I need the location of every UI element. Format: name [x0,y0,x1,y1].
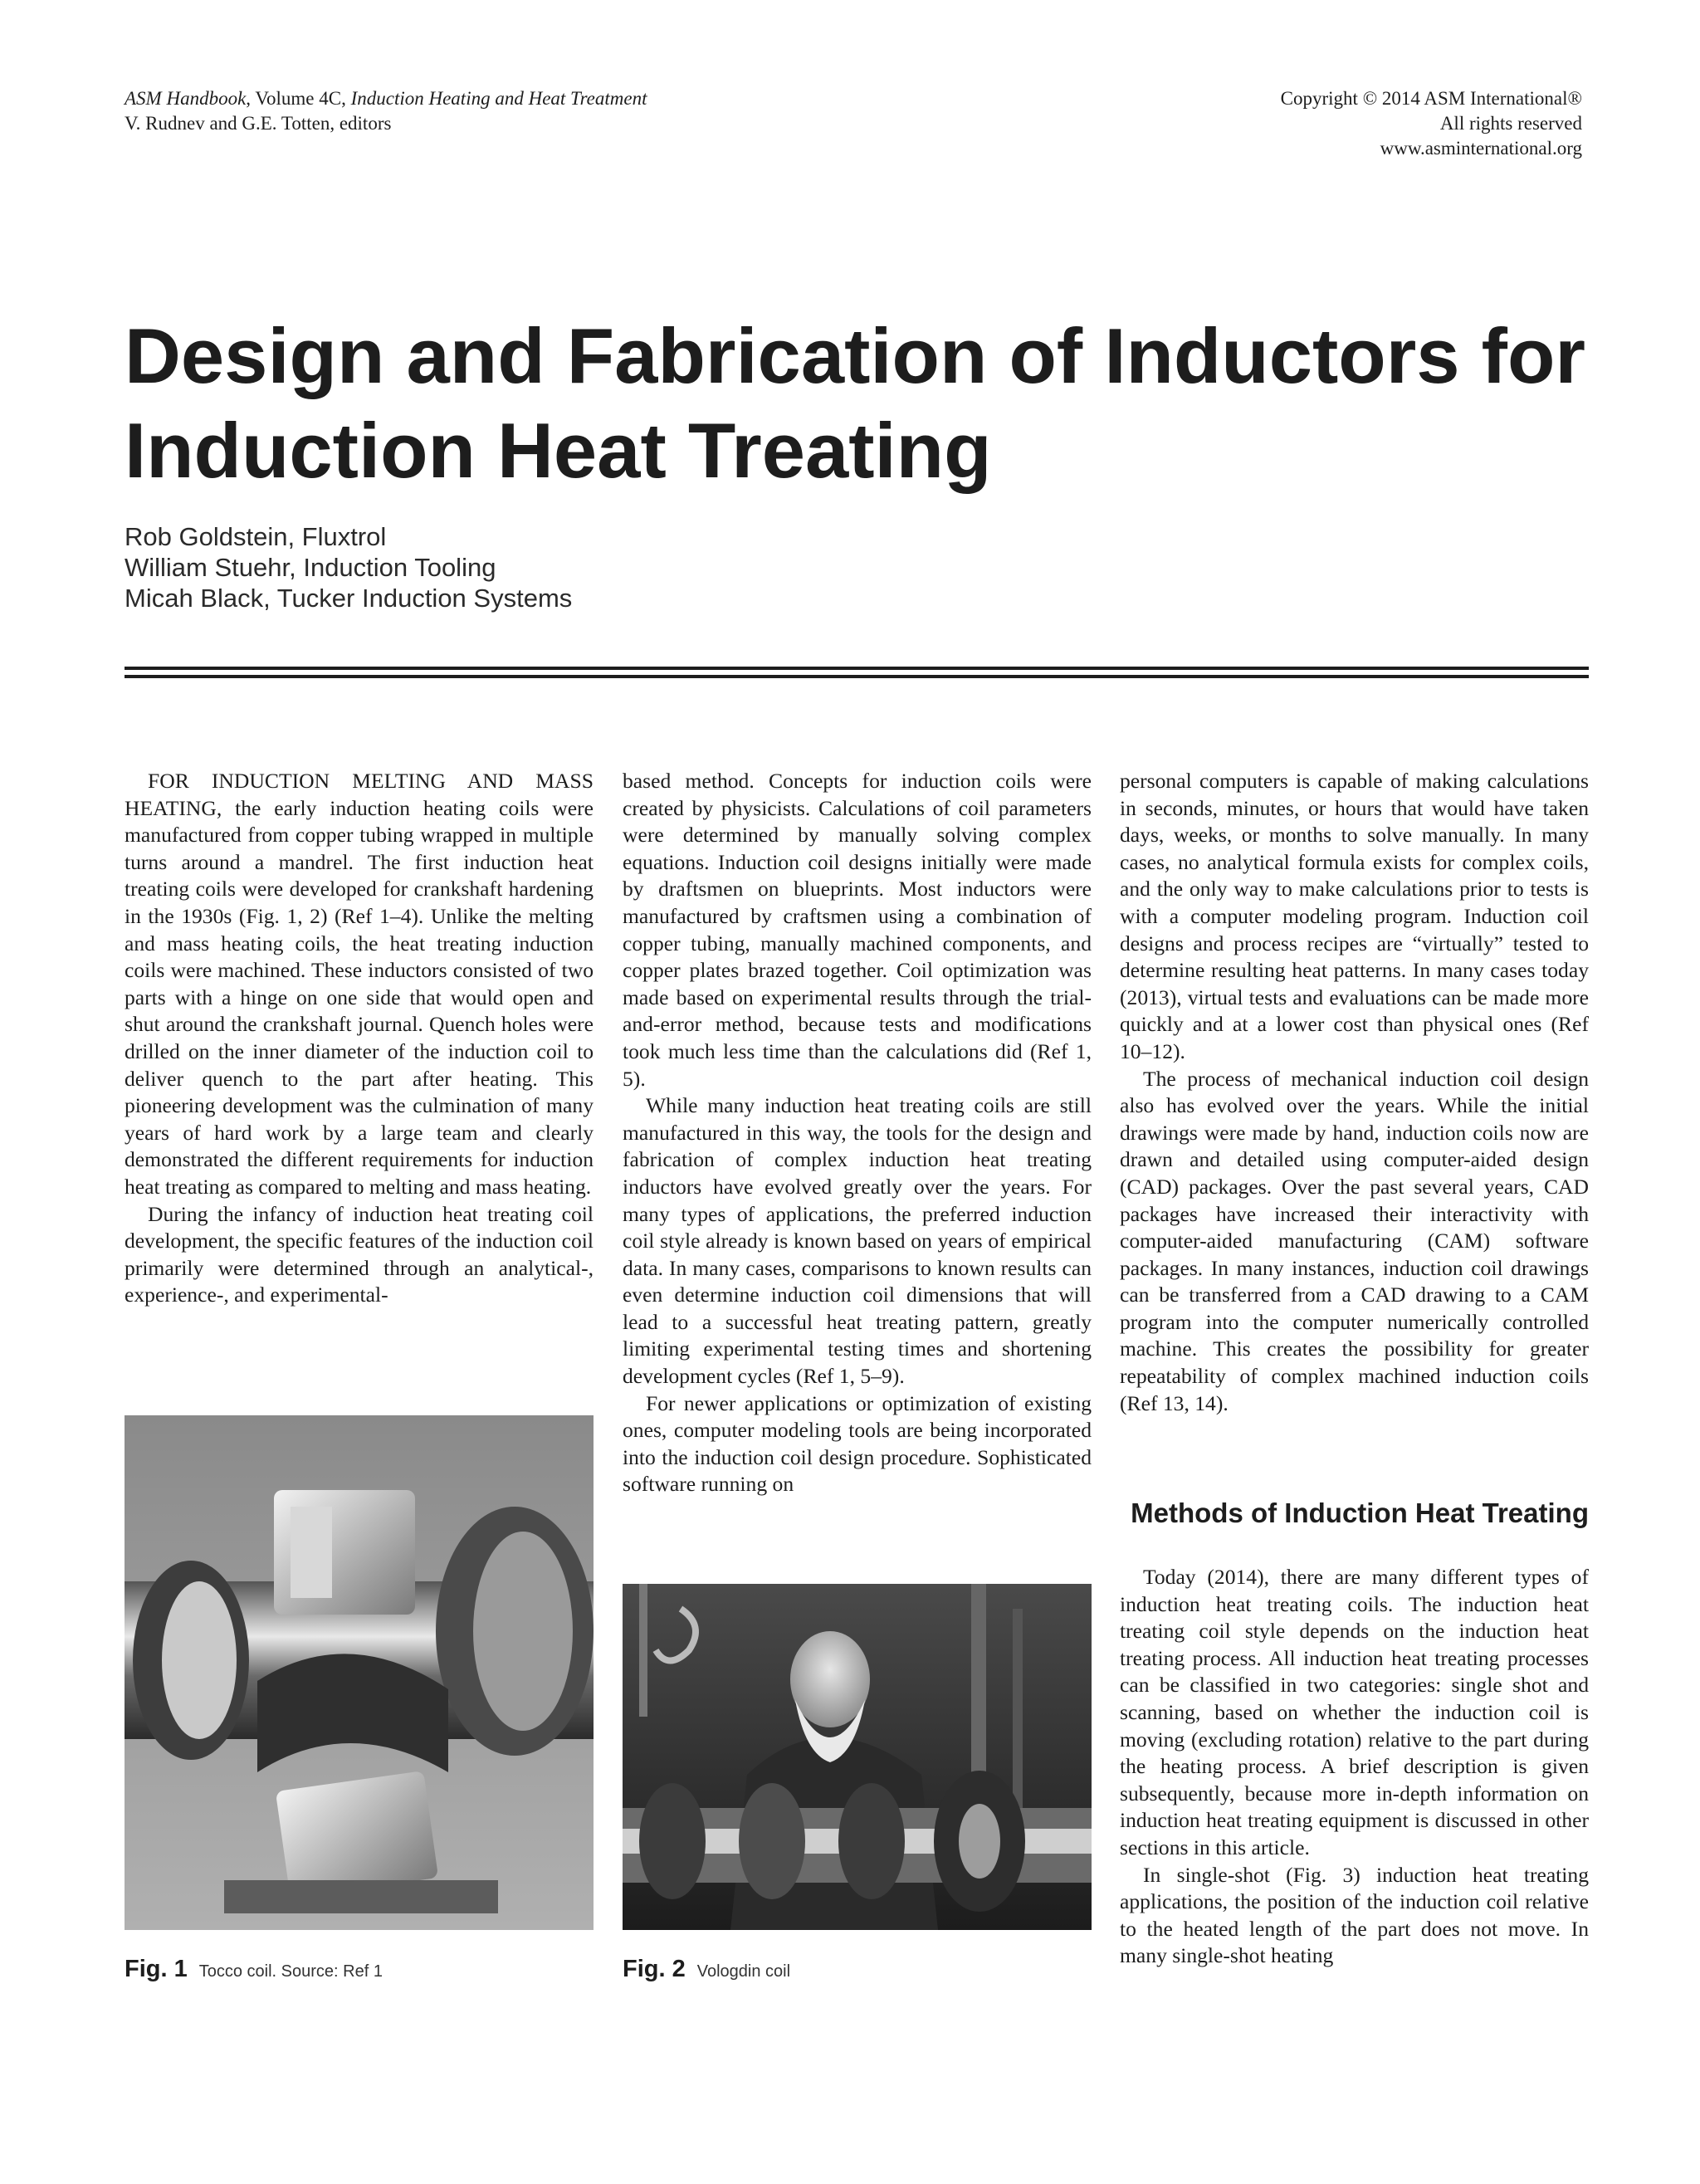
figure-2-photo [623,1584,1092,1930]
section-heading: Methods of Induction Heat Treating [1131,1498,1589,1528]
title-divider-top [125,667,1589,670]
body-paragraph: In single-shot (Fig. 3) induction heat treating applications, the position of the induction coil relative to the heated length of the part does not move. In many single-shot heating [1120,1862,1589,1968]
author-entry: Rob Goldstein, Fluxtrol [125,522,387,551]
publisher-website: www.asminternational.org [1380,138,1582,159]
rights-notice: All rights reserved [1439,113,1582,134]
body-paragraph: Today (2014), there are many different types of induction heat treating coils. The induction heat treating coil style depends on the induction heat treating process. All induction heat treating processes can be classified in two categories: single shot and scanning, based on whether the induction coil is moving (excluding rotation) relative to the part during the heating process. A brief description is given subsequently, because more in-depth information on induction heat treating equipment is discussed in other sections in this article. [1120,1565,1589,1859]
figure-2-caption [623,1956,790,1983]
figure-1-photo [125,1415,594,1930]
author-list [125,521,572,613]
title-divider-bottom [125,675,1589,678]
body-paragraph: During the infancy of induction heat treating coil development, the specific features of the induction coil primarily were determined through an analytical-, experience-, and experimental- [125,1201,594,1307]
author-entry: William Stuehr, Induction Tooling [125,553,496,582]
article-title-line2: Induction Heat Treating [125,407,992,494]
author-entry: Micah Black, Tucker Induction Systems [125,584,573,613]
figure-2-label: Fig. 2 [623,1956,686,1982]
figure-1-caption [125,1956,383,1983]
figure-1-caption-text: Tocco coil. Source: Ref 1 [198,1962,383,1981]
copyright-notice: Copyright © 2014 ASM International® [1280,88,1582,109]
figure-1-label: Fig. 1 [125,1956,188,1982]
body-paragraph: For newer applications or optimization of existing ones, computer modeling tools are being incorporated into the induction coil design procedure. Sophisticated software running on [623,1390,1092,1497]
book-title: ASM Handbook [125,88,247,109]
body-paragraph: personal computers is capable of making calculations in seconds, minutes, or hours that would have taken days, weeks, or months to solve manually. In many cases, no analytical formula exists for complex coils, and the only way to make calculations prior to tests is with a computer modeling program. Induction coil designs and process recipes are “virtually” tested to determine resulting heat patterns. In many cases today (2013), virtual tests and evaluations can be made more quickly and at a lower cost than physical ones (Ref 10–12). [1120,769,1589,1063]
vologdin-coil-illustration [623,1584,1092,1930]
running-header-left [125,86,647,136]
body-paragraph: FOR INDUCTION MELTING AND MASS HEATING, the early induction heating coils were manufactured from copper tubing wrapped in multiple turns around a mandrel. The first induction heat treating coils were developed for crankshaft hardening in the 1930s (Fig. 1, 2) (Ref 1–4). Unlike the melting and mass heating coils, the heat treating induction coils were machined. These inductors consisted of two parts with a hinge on one side that would open and shut around the crankshaft journal. Quench holes were drilled on the inner diameter of the induction coil to deliver quench to the part after heating. This pioneering development was the culmination of many years of hard work by a large team and clearly demonstrated the different requirements for induction heat treating as compared to melting and mass heating. [125,769,594,1199]
article-title [125,309,1602,498]
body-column-3 [1120,768,1589,1417]
volume-number: , Volume 4C, [246,88,351,109]
body-paragraph: The process of mechanical induction coil design also has evolved over the years. While the initial drawings were made by hand, induction coils now are drawn and detailed using computer-aided design (CAD) packages. Over the past several years, CAD packages have increased their interactivity with computer-aided manufacturing (CAM) software packages. In many instances, induction coil drawings can be transferred from a CAD drawing to a CAM program into the computer numerically controlled machine. This creates the possibility for greater repeatability of complex machined induction coils (Ref 13, 14). [1120,1066,1589,1415]
article-title-line1: Design and Fabrication of Inductors for [125,312,1585,399]
body-column-2 [623,768,1092,1498]
volume-title: Induction Heating and Heat Treatment [350,88,647,109]
figure-2-caption-text: Vologdin coil [696,1962,791,1981]
body-column-1 [125,768,594,1309]
tocco-coil-illustration [125,1415,594,1930]
running-header-right [1281,86,1582,161]
editors: V. Rudnev and G.E. Totten, editors [125,113,392,134]
body-column-3-continued [1120,1564,1589,1970]
body-paragraph: While many induction heat treating coils are still manufactured in this way, the tools for the design and fabrication of complex induction heat treating inductors have evolved greatly over the years. For many types of applications, the preferred induction coil style already is known based on years of empirical data. In many cases, comparisons to known results can even determine induction coil dimensions that will lead to a successful heat treating pattern, greatly limiting experimental testing times and shortening development cycles (Ref 1, 5–9). [623,1093,1092,1389]
body-paragraph: based method. Concepts for induction coils were created by physicists. Calculations of coil parameters were determined by manually solving complex equations. Induction coil designs initially were made by draftsmen on blueprints. Most inductors were manufactured by craftsmen using a combination of copper tubing, manually machined components, and copper plates brazed together. Coil optimization was made based on experimental results through the trial-and-error method, because tests and modifications took much less time than the calculations did (Ref 1, 5). [623,769,1092,1091]
